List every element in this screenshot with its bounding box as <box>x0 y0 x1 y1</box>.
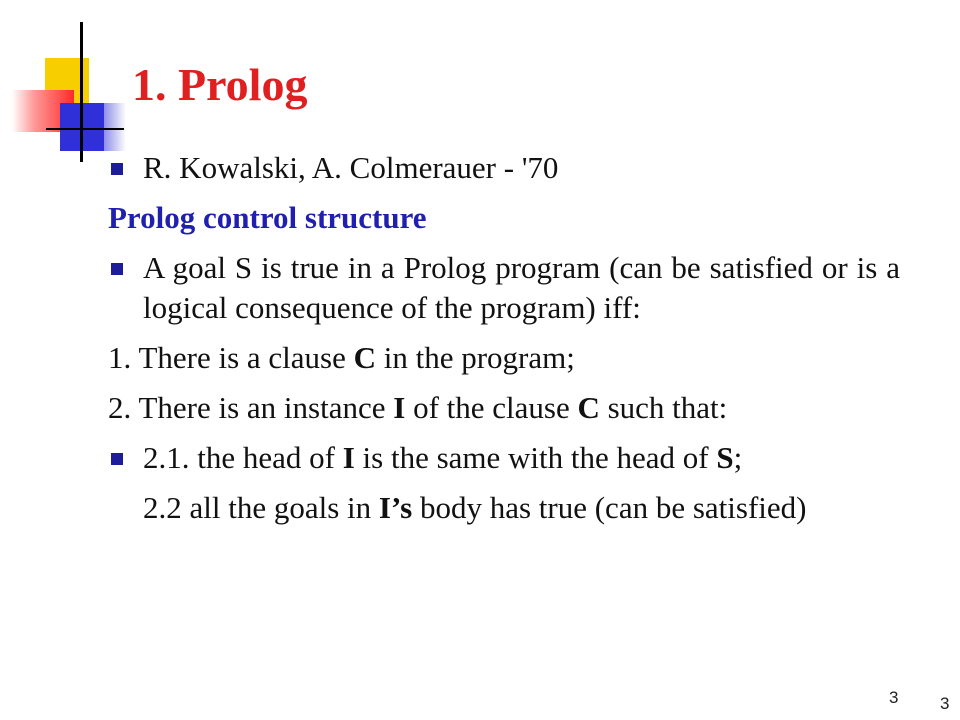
slide-title: 1. Prolog <box>132 59 308 110</box>
step-1-text-end: in the program; <box>376 340 575 375</box>
step-2-1-text-mid: is the same with the head of <box>354 440 717 475</box>
decorative-vertical-line <box>80 22 83 162</box>
clause-symbol: C <box>353 340 376 375</box>
step-2-1-item <box>108 438 900 478</box>
square-bullet-icon <box>111 453 123 465</box>
step-2-1-text: 2.1. the head of <box>143 440 343 475</box>
decorative-horizontal-line <box>46 128 124 130</box>
page-number: 3 <box>889 688 899 707</box>
step-1 <box>108 338 900 378</box>
goal-definition-item <box>108 248 900 328</box>
step-2-text: 2. There is an instance <box>108 390 394 425</box>
clause-symbol: C <box>577 390 600 425</box>
step-2-text-mid: of the clause <box>405 390 578 425</box>
goal-symbol: S <box>716 440 734 475</box>
page-number-footer: 3 <box>940 694 950 713</box>
step-1-text: 1. There is a clause <box>108 340 354 375</box>
step-2-1-text-end: ; <box>733 440 743 475</box>
square-bullet-icon <box>111 163 123 175</box>
goal-definition-text: A goal S is true in a Prolog program (can be satisfied or is a logical consequence of the program) iff: <box>143 250 900 325</box>
slide-body <box>108 148 900 538</box>
authors-text: R. Kowalski, A. Colmerauer - '70 <box>143 150 559 185</box>
decorative-blue-fade <box>104 103 126 151</box>
step-2-2-text: 2.2 all the goals in <box>143 490 379 525</box>
step-2-text-end: such that: <box>599 390 728 425</box>
instance-possessive: I’s <box>378 490 413 525</box>
instance-symbol: I <box>393 390 406 425</box>
subheading: Prolog control structure <box>108 200 427 235</box>
step-2-2-text-end: body has true (can be satisfied) <box>412 490 807 525</box>
square-bullet-icon <box>111 263 123 275</box>
instance-symbol: I <box>342 440 355 475</box>
authors-item <box>108 148 900 188</box>
step-2-2 <box>108 488 900 528</box>
step-2 <box>108 388 900 428</box>
